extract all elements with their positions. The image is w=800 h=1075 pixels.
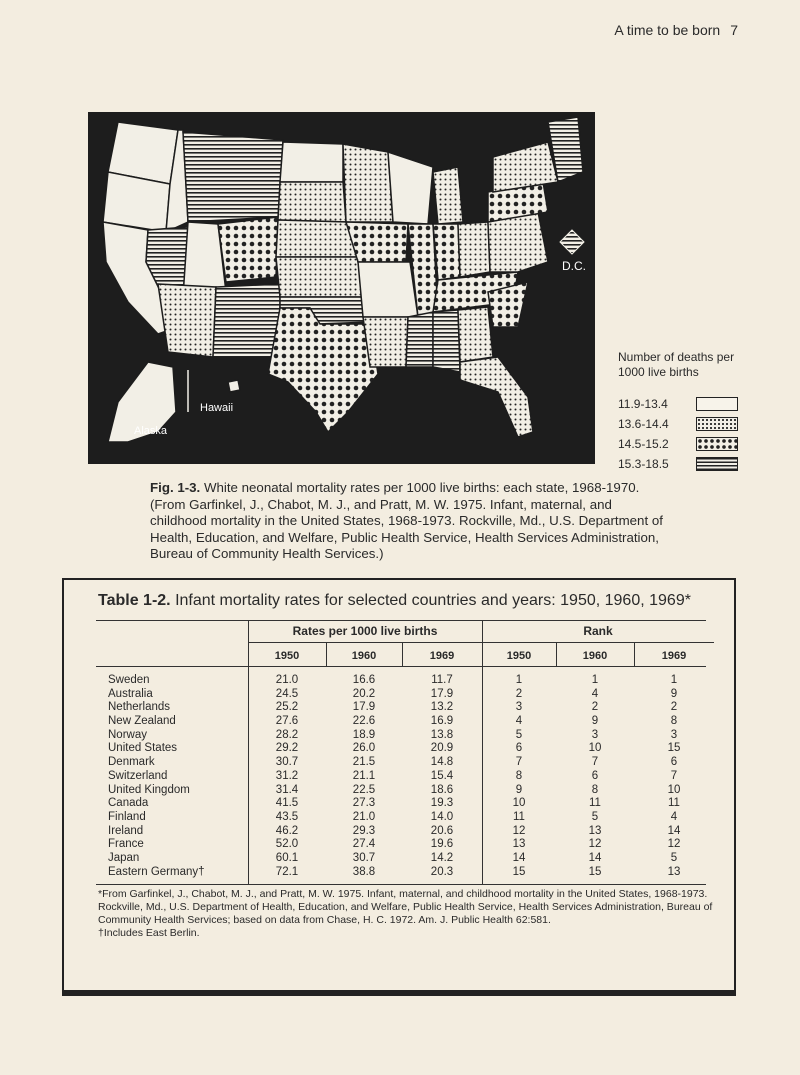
legend-item (618, 414, 738, 434)
table-cell: 9 (515, 783, 523, 796)
table-cell: 21.0 (352, 810, 376, 823)
table-cell: 4 (670, 810, 678, 823)
state-wisconsin (388, 152, 433, 224)
table-cell: 22.5 (352, 783, 376, 796)
col-divider (634, 642, 635, 666)
state-texas (268, 308, 378, 432)
table-cell: Canada (108, 797, 149, 810)
table-cell: 21.0 (275, 674, 299, 686)
legend-title: Number of deaths per 1000 live births (618, 350, 735, 379)
table-cell: 41.5 (275, 797, 299, 810)
table-cell: 11 (513, 810, 525, 823)
running-title: A time to be born (614, 22, 721, 38)
state-alabama (433, 310, 460, 372)
table-cell: 18.9 (352, 728, 376, 741)
state-nebraska (276, 220, 358, 257)
table-cell: Ireland (108, 824, 144, 837)
table-cell: 7 (591, 756, 599, 769)
table-cell: 22.6 (352, 715, 376, 728)
state-indiana (433, 224, 460, 280)
table-cell: 16.6 (352, 674, 376, 686)
running-header (614, 22, 738, 38)
table-cell: 1 (670, 674, 678, 686)
figure-label: Fig. 1-3. (150, 480, 201, 495)
legend-range: 15.3-18.5 (618, 457, 669, 471)
table-cell: 10 (588, 742, 602, 755)
table-cell: 4 (591, 687, 599, 700)
table-cell: 7 (670, 769, 678, 782)
rule-group (248, 642, 714, 643)
table-footnote: *From Garfinkel, J., Chabot, M. J., and Pratt, M. W. 1975. Infant, maternal, and childhood mortality in the United States, 1968-1973. Rockville, Md., U.S. Department of Health, Education, and Welfare, Public Health Service, Health Services Administration, Bureau of Community Health Services; based on data from Chase, H. C. 1972. Am. J. Public Health 62:581. (98, 888, 713, 926)
table-cell: 38.8 (352, 865, 376, 878)
table-cell: 2 (515, 687, 523, 700)
table-cell: 52.0 (275, 838, 299, 851)
label-dc: D.C. (562, 259, 586, 273)
table-cell: Finland (108, 810, 146, 823)
state-arizona (158, 284, 216, 357)
table-cell: Denmark (108, 756, 155, 769)
table-cell: Japan (108, 851, 140, 864)
table-cell: 6 (515, 742, 523, 755)
table-cell: 26.0 (352, 742, 376, 755)
table-cell: 9 (670, 687, 678, 700)
map-legend (618, 350, 738, 474)
table-cell: 15 (512, 865, 526, 878)
table-cell: Norway (108, 728, 147, 741)
col-rank-1969 (634, 674, 714, 879)
rule-top (96, 620, 706, 621)
state-montana (183, 132, 283, 222)
legend-range: 14.5-15.2 (618, 437, 669, 451)
swatch-heavy-dots (696, 437, 738, 451)
header-year: 1950 (506, 650, 532, 662)
table-cell: 13 (667, 865, 681, 878)
table-cell: 29.3 (352, 824, 376, 837)
page-number: 7 (730, 22, 738, 38)
table-cell: 14 (588, 851, 602, 864)
table-cell: 20.2 (352, 687, 376, 700)
header-year: 1950 (274, 650, 300, 662)
table-cell: 46.2 (275, 824, 299, 837)
table-cell: 60.1 (275, 851, 299, 864)
table-cell: 20.6 (430, 824, 454, 837)
state-florida (460, 357, 533, 437)
table-cell: 15.4 (430, 769, 454, 782)
table-cell: 8 (591, 783, 599, 796)
col-divider (556, 642, 557, 666)
state-new-york (493, 142, 558, 192)
table-cell: 16.9 (430, 715, 454, 728)
table-cell: 3 (670, 728, 678, 741)
table-footnote-2: †Includes East Berlin. (98, 927, 200, 939)
table-cell: 21.5 (352, 756, 376, 769)
state-minnesota (343, 144, 393, 222)
table-cell: 14.2 (430, 851, 454, 864)
figure-caption (150, 480, 670, 563)
rule-bottom (96, 884, 706, 885)
table-cell: 30.7 (352, 851, 376, 864)
table-cell: 12 (667, 838, 681, 851)
table-cell: 27.6 (275, 715, 299, 728)
table-cell: United States (108, 742, 178, 755)
state-wyoming-colorado (218, 217, 278, 282)
header-rates: Rates per 1000 live births (292, 624, 438, 638)
table-cell: 12 (588, 838, 602, 851)
col-country (108, 674, 246, 879)
table-cell: 14 (512, 851, 526, 864)
table-cell: 8 (670, 715, 678, 728)
table-cell: 8 (515, 769, 523, 782)
table-cell: 20.3 (430, 865, 454, 878)
table-cell: 5 (591, 810, 599, 823)
state-south-dakota (278, 182, 346, 222)
table-label: Table 1-2. (98, 592, 171, 609)
state-mississippi (406, 312, 433, 367)
table-cell: Australia (108, 687, 153, 700)
header-year: 1969 (429, 650, 455, 662)
table-cell: 6 (591, 769, 599, 782)
table-cell: 17.9 (430, 687, 454, 700)
table-cell: 15 (588, 865, 602, 878)
table-cell: 10 (512, 797, 526, 810)
state-michigan (433, 167, 463, 224)
table-cell: Netherlands (108, 701, 171, 714)
table-cell: 5 (670, 851, 678, 864)
table-cell: 30.7 (275, 756, 299, 769)
table-cell: 11.7 (431, 674, 453, 686)
table-cell: 18.6 (430, 783, 454, 796)
table-cell: 13.2 (430, 701, 454, 714)
table-cell: 25.2 (275, 701, 299, 714)
col-rate-1969 (402, 674, 482, 879)
table-cell: Eastern Germany† (108, 865, 205, 878)
table-cell: 24.5 (275, 687, 299, 700)
table-box (62, 578, 736, 996)
table-cell: Sweden (108, 674, 150, 686)
col-rate-1950 (248, 674, 326, 879)
table-cell: 3 (591, 728, 599, 741)
table-cell: Switzerland (108, 769, 168, 782)
state-kansas (276, 257, 363, 297)
table-cell: 10 (667, 783, 681, 796)
table-cell: 1 (591, 674, 599, 686)
table-title-text: Infant mortality rates for selected countries and years: 1950, 1960, 1969* (175, 592, 691, 609)
figure-caption-text: White neonatal mortality rates per 1000 live births: each state, 1968-1970. (From Garfinkel, J., Chabot, M. J., and Pratt, M. W. 1975. Infant, maternal, and childhood mortality in the United States, 1968-1973. Rockville, Md., U.S. Department of Health, Education, and Welfare, Public Health Service, Health Services Administration, Bureau of Community Health Services.) (150, 480, 663, 561)
table-cell: 29.2 (275, 742, 299, 755)
table-cell: 2 (591, 701, 599, 714)
label-alaska: Alaska (134, 425, 168, 437)
swatch-plain (696, 397, 738, 411)
legend-item (618, 394, 738, 414)
legend-item (618, 434, 738, 454)
table-cell: 5 (515, 728, 523, 741)
table-cell: France (108, 838, 144, 851)
table-cell: 6 (670, 756, 678, 769)
state-hawaii (228, 380, 240, 392)
table-cell: 3 (515, 701, 523, 714)
legend-item (618, 454, 738, 474)
table-cell: 31.4 (275, 783, 299, 796)
table-cell: 43.5 (275, 810, 299, 823)
state-arkansas-louisiana (363, 317, 408, 367)
header-rank: Rank (583, 624, 613, 638)
table-cell: 20.9 (430, 742, 454, 755)
col-divider (326, 642, 327, 666)
us-map-svg (88, 112, 595, 464)
table-cell: 14 (667, 824, 681, 837)
table-cell: 9 (591, 715, 599, 728)
table-cell: 4 (515, 715, 523, 728)
table-cell: New Zealand (108, 715, 176, 728)
table-cell: 28.2 (275, 728, 299, 741)
col-divider (402, 642, 403, 666)
table-cell: 72.1 (275, 865, 299, 878)
table-cell: 27.3 (352, 797, 376, 810)
header-year: 1960 (582, 650, 608, 662)
table-cell: 11 (668, 797, 680, 810)
table-cell: 31.2 (275, 769, 299, 782)
table-cell: 19.6 (430, 838, 454, 851)
state-ohio (458, 222, 490, 277)
header-year: 1969 (661, 650, 687, 662)
state-missouri (358, 262, 418, 317)
table-cell: 12 (512, 824, 526, 837)
table-cell: 14.8 (430, 756, 454, 769)
us-map-figure (88, 112, 595, 464)
table-cell: 13 (588, 824, 602, 837)
state-georgia (458, 307, 493, 362)
label-hawaii: Hawaii (200, 402, 234, 414)
swatch-fine-dots (696, 417, 738, 431)
col-rank-1960 (556, 674, 634, 879)
table-cell: 7 (515, 756, 523, 769)
col-rate-1960 (326, 674, 402, 879)
table-cell: 1 (515, 674, 523, 686)
table-cell: 13 (512, 838, 526, 851)
table-cell: 19.3 (430, 797, 454, 810)
state-new-mexico (213, 284, 280, 357)
table-cell: United Kingdom (108, 783, 190, 796)
legend-range: 11.9-13.4 (618, 397, 668, 411)
table-cell: 27.4 (352, 838, 376, 851)
legend-range: 13.6-14.4 (618, 417, 669, 431)
table-cell: 17.9 (352, 701, 376, 714)
dc-diamond (560, 230, 584, 254)
header-year: 1960 (351, 650, 377, 662)
table-cell: 15 (667, 742, 681, 755)
table-cell: 13.8 (430, 728, 454, 741)
rule-header (96, 666, 706, 667)
table-cell: 2 (670, 701, 678, 714)
col-rank-1950 (482, 674, 556, 879)
table-title (98, 592, 691, 610)
table-cell: 21.1 (352, 769, 376, 782)
table-cell: 11 (589, 797, 601, 810)
swatch-stripes (696, 457, 738, 471)
state-north-dakota (280, 142, 343, 182)
table-cell: 14.0 (430, 810, 454, 823)
